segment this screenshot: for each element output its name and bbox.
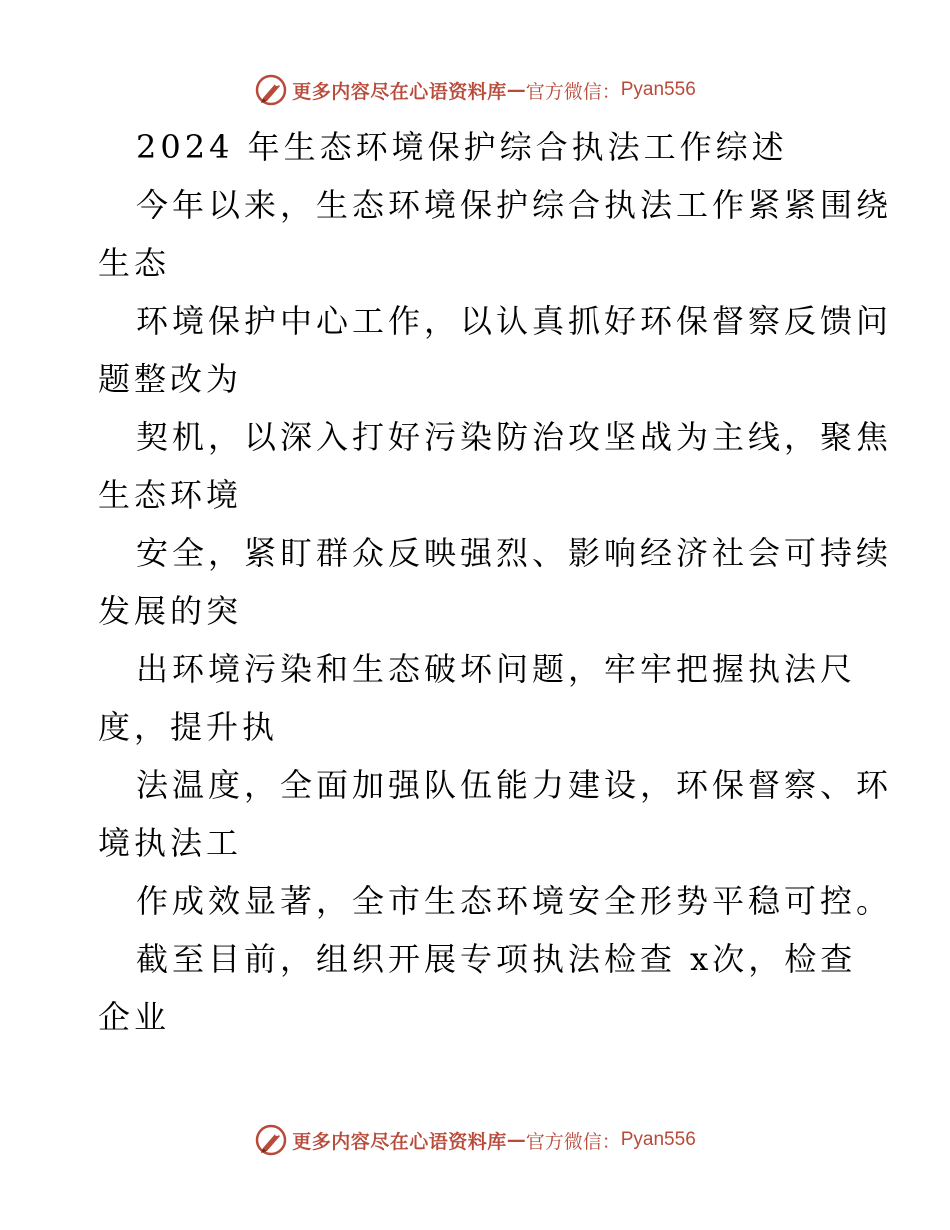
paragraph-line: 法温度，全面加强队伍能力建设，环保督察、环 [136, 766, 893, 804]
paragraph-line: 契机，以深入打好污染防治攻坚战为主线，聚焦 [136, 418, 893, 456]
watermark-label: 官方微信： [525, 80, 621, 103]
paragraph-line: 度，提升执 [98, 708, 279, 746]
paragraph-line: 发展的突 [98, 592, 243, 630]
watermark-separator: — [506, 1129, 526, 1151]
pen-logo-icon [254, 73, 288, 107]
document-body [98, 118, 893, 1046]
header-watermark [0, 70, 950, 110]
watermark-label: 官方微信： [525, 1130, 621, 1153]
paragraph-line: 出环境污染和生态破坏问题，牢牢把握执法尺 [136, 650, 857, 688]
footer-watermark [0, 1120, 950, 1160]
paragraph-line: 生态环境 [98, 476, 243, 514]
document-title: 2024 年生态环境保护综合执法工作综述 [136, 128, 788, 166]
paragraph-line: 截至目前，组织开展专项执法检查 x次，检查 [136, 940, 857, 978]
watermark-text: 更多内容尽在心语资料库 [292, 1130, 507, 1153]
watermark-text: 更多内容尽在心语资料库 [292, 80, 507, 103]
paragraph-line: 企业 [98, 998, 171, 1036]
paragraph-line: 环境保护中心工作，以认真抓好环保督察反馈问 [136, 302, 893, 340]
watermark-wechat-id: Pyan556 [620, 1129, 696, 1150]
paragraph-line: 题整改为 [98, 360, 243, 398]
watermark-separator: — [506, 79, 526, 101]
pen-logo-icon [254, 1123, 288, 1157]
paragraph-line: 今年以来，生态环境保护综合执法工作紧紧围绕 [136, 186, 893, 224]
paragraph-line: 境执法工 [98, 824, 243, 862]
paragraph-line: 生态 [98, 244, 171, 282]
paragraph-line: 作成效显著，全市生态环境安全形势平稳可控。 [136, 882, 893, 920]
paragraph-line: 安全，紧盯群众反映强烈、影响经济社会可持续 [136, 534, 893, 572]
watermark-wechat-id: Pyan556 [620, 79, 696, 100]
